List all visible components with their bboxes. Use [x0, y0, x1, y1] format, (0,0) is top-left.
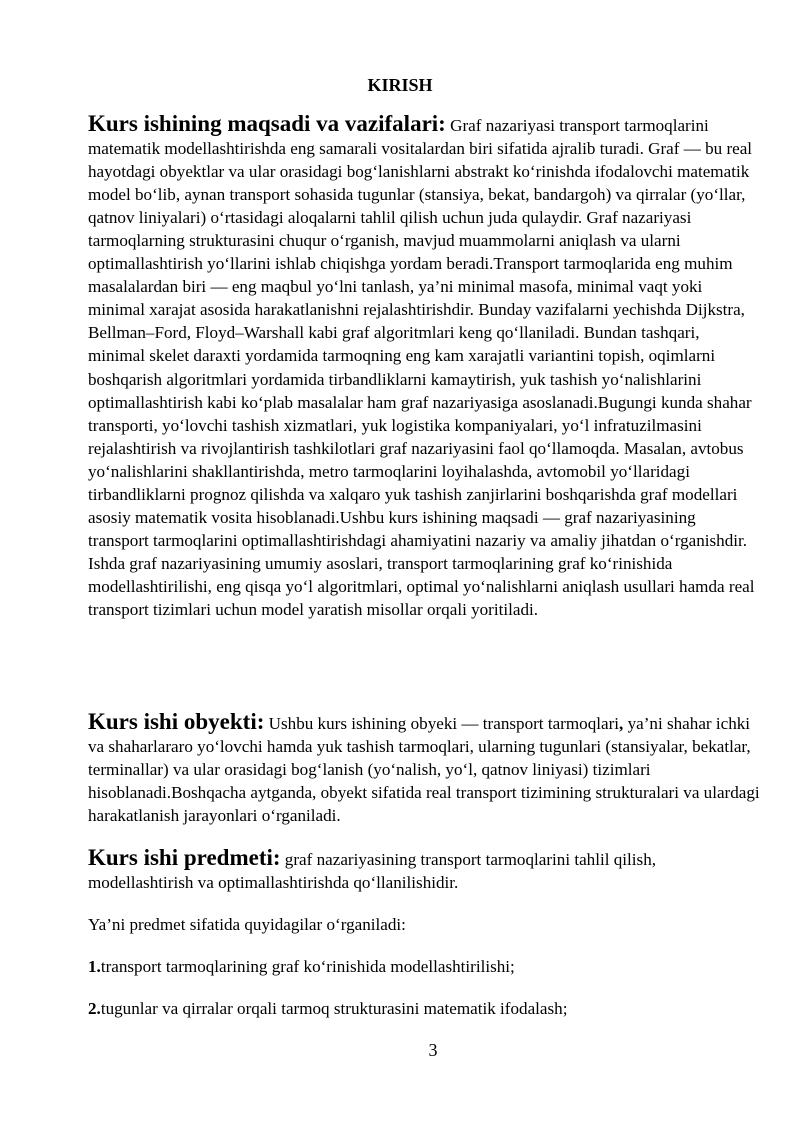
purpose-heading: Kurs ishining maqsadi va vazifalari	[88, 111, 439, 136]
object-paragraph	[88, 710, 760, 827]
page-title: KIRISH	[367, 75, 433, 95]
list-item	[88, 997, 760, 1020]
purpose-heading-colon: :	[438, 111, 446, 136]
object-text-before: Ushbu kurs ishining obyeki — transport tarmoqlari	[264, 714, 620, 733]
list-item-number: 1.	[88, 957, 101, 976]
subject-text: graf nazariyasining transport tarmoqlarini tahlil qilish, modellashtirish va optimallashtirishda qo‘llanilishidir.	[88, 850, 657, 893]
purpose-paragraph	[88, 112, 760, 621]
subject-heading: Kurs ishi predmeti:	[88, 845, 281, 870]
list-item-text: transport tarmoqlarining graf ko‘rinishida modellashtirilishi;	[100, 957, 515, 976]
object-heading: Kurs ishi obyekti:	[88, 709, 265, 734]
list-item-text: tugunlar va qirralar orqali tarmoq strukturasini matematik ifodalash;	[100, 999, 568, 1018]
object-text-after: ya’ni shahar ichki va shaharlararo yo‘lovchi hamda yuk tashish tarmoqlari, ularning tugunlari (stansiyalar, bekatlar, terminallar) va ular orasidagi bog‘lanish (yo‘nalish, yo‘l, qatnov liniyasi) tizimlari hisoblanadi.Boshqacha aytganda, obyekt sifatida real transport tizimining strukturalari va ulardagi harakatlanish jarayonlari o‘rganiladi.	[88, 714, 760, 826]
object-bold-comma: ,	[619, 714, 624, 733]
purpose-text: Graf nazariyasi transport tarmoqlarini matematik modellashtirishda eng samarali vositalardan biri sifatida ajralib turadi. Graf — bu real hayotdagi obyektlar va ular orasidagi bog‘lanishlarni abstrakt ko‘rinishda ifodalovchi matematik model bo‘lib, aynan transport sohasida tugunlar (stansiya, bekat, bandargoh) va qirralar (yo‘llar, qatnov liniyalari) o‘rtasidagi aloqalarni tahlil qilish uchun juda qulaydir. Graf nazariyasi tarmoqlarning strukturasini chuqur o‘rganish, mavjud muammolarni aniqlash va ularni optimallashtirish yo‘llarini ishlab chiqishga yordam beradi.Transport tarmoqlarida eng muhim masalalardan biri — eng maqbul yo‘lni tanlash, ya’ni minimal masofa, minimal vaqt yoki minimal xarajat asosida harakatlanishni rejalashtirishdir. Bunday vazifalarni yechishda Dijkstra, Bellman–Ford, Floyd–Warshall kabi graf algoritmlari keng qo‘llaniladi. Bundan tashqari, minimal skelet daraxti yordamida tarmoqning eng kam xarajatli variantini topish, oqimlarni boshqarish algoritmlari yordamida tirbandliklarni kamaytirish, yuk tashish yo‘nalishlarini optimallashtirish kabi ko‘plab masalalar ham graf nazariyasiga asoslanadi.Bugungi kunda shahar transporti, yo‘lovchi tashish xizmatlari, yuk logistika kompaniyalari, yo‘l infratuzilmasini rejalashtirish va rivojlantirish tashkilotlari graf nazariyasini faol qo‘llamoqda. Masalan, avtobus yo‘nalishlarini shakllantirishda, metro tarmoqlarini loyihalashda, avtomobil yo‘llaridagi tirbandliklarni prognoz qilishda va xalqaro yuk tashish zanjirlarini boshqarishda graf modellari asosiy matematik vosita hisoblanadi.Ushbu kurs ishining maqsadi — graf nazariyasining transport tarmoqlarini optimallashtirishdagi ahamiyatini nazariy va amaliy jihatdan o‘rganishdir. Ishda graf nazariyasining umumiy asoslari, transport tarmoqlarining graf ko‘rinishida modellashtirilishi, eng qisqa yo‘l algoritmlari, optimal yo‘nalishlarni aniqlash usullari hamda real transport tizimlari uchun model yaratish misollar orqali yoritiladi.	[88, 116, 755, 619]
intro-line: Ya’ni predmet sifatida quyidagilar o‘rganiladi:	[88, 915, 406, 934]
subject-paragraph	[88, 846, 760, 894]
list-item-number: 2.	[88, 999, 101, 1018]
list-item	[88, 955, 760, 978]
page-number: 3	[428, 1040, 438, 1060]
